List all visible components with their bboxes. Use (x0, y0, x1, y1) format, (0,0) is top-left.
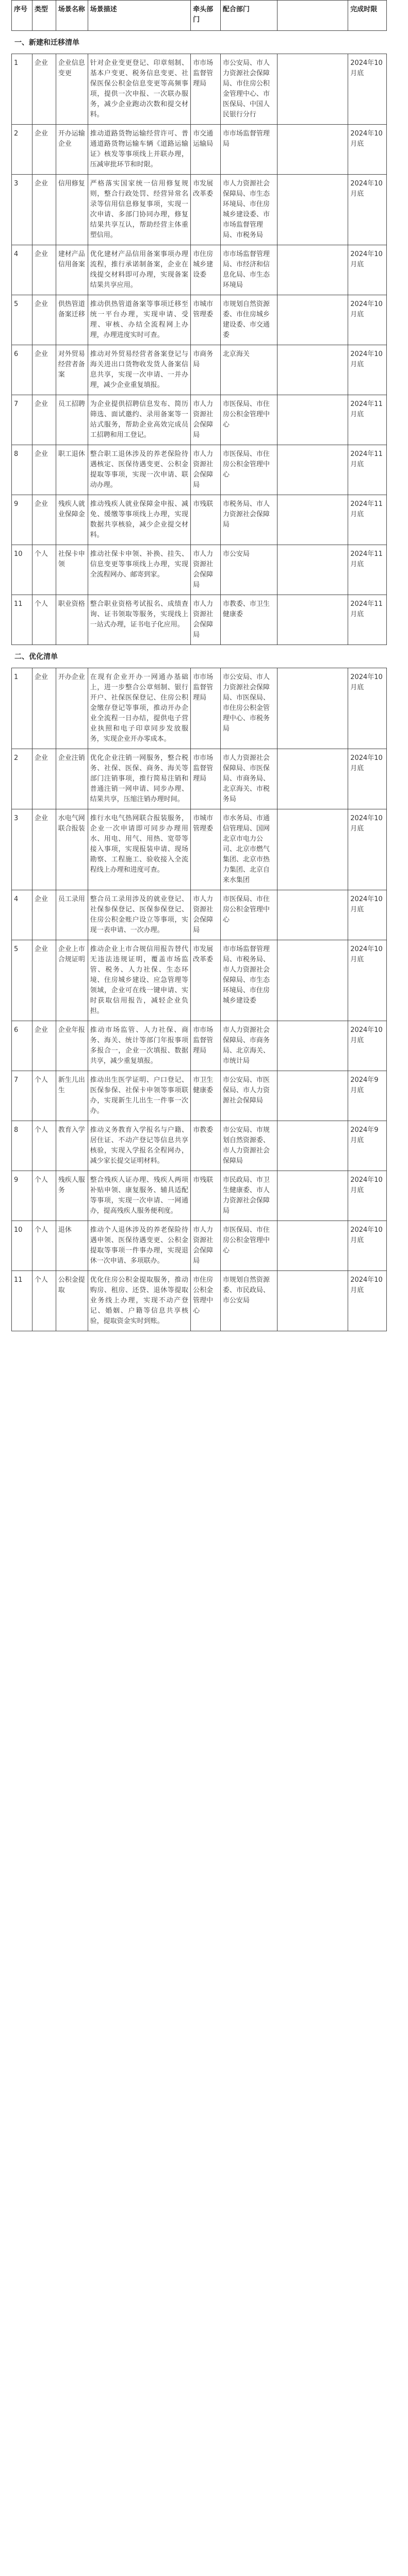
cell-time: 2024年10月底 (350, 250, 383, 268)
col-partner: 配合部门 (221, 1, 278, 30)
cell-partner: 市民政局、市卫生健康委、市人力资源社会保障局 (221, 1171, 278, 1221)
cell-name: 公积金提取 (56, 1271, 88, 1331)
cell-type: 企业 (32, 1021, 56, 1071)
cell-desc: 推动出生医学证明、户口登记、医保参保、社保卡申领等事项联办，实现新生儿出生一件事一次办。 (88, 1071, 191, 1121)
cell-desc: 整合残疾人证办理、残疾人两项补贴申领、康复服务、辅具适配等事项，实现一次申请、一网通办，提高残疾人服务便利度。 (88, 1171, 191, 1221)
cell-desc: 推动供热管道备案等事项迁移至统一平台办理，实现申请、受理、审核、办结全流程网上办理，办理进度实时可查。 (88, 295, 191, 345)
cell-no: 8 (12, 445, 32, 495)
table-row (12, 545, 386, 595)
cell-no: 9 (12, 495, 32, 545)
cell-time: 2024年10月底 (350, 895, 383, 913)
cell-partner: 市公安局、市人力资源社会保障局、市医保局、市住房公积金管理中心、市税务局 (221, 668, 278, 749)
cell-time: 2024年10月底 (350, 754, 383, 772)
cell-partner: 市人力资源社会保障局、市商务局、北京海关、市统计局 (221, 1021, 278, 1071)
cell-lead: 市残联 (191, 495, 221, 545)
cell-spacer (278, 1221, 349, 1270)
cell-name: 供热管道备案迁移 (56, 295, 88, 345)
cell-spacer (278, 295, 349, 345)
table-row (12, 54, 386, 124)
cell-time: 2024年11月底 (350, 400, 383, 418)
table-row (12, 940, 386, 1021)
cell-no: 3 (12, 175, 32, 245)
cell-partner: 市公安局、市人力资源社会保障局、市住房公积金管理中心、市医保局、中国人民银行分行 (221, 54, 278, 124)
cell-name: 信用修复 (56, 175, 88, 245)
cell-desc: 推行水电气热网联合报装服务，企业一次申请即可同步办理用水、用电、用气、用热、宽带等接入事项，实现报装申请、现场勘察、工程施工、验收接入全流程线上办理和进度可查。 (88, 809, 191, 890)
cell-desc: 推动残疾人就业保障金申报、减免、缓缴等事项线上办理，实现数据共享核验，减少企业提交材料。 (88, 495, 191, 545)
cell-type: 个人 (32, 1271, 56, 1331)
cell-type: 企业 (32, 749, 56, 809)
table-new (11, 54, 387, 645)
cell-time: 2024年10月底 (350, 180, 383, 198)
cell-spacer (278, 545, 349, 595)
cell-time: 2024年10月底 (350, 1276, 383, 1294)
cell-desc: 推动道路货物运输经营许可、普通道路货物运输车辆《道路运输证》核发等事项线上并联办理，压减审批环节和时限。 (88, 125, 191, 174)
cell-time: 2024年10月底 (350, 673, 383, 691)
table-row (12, 124, 386, 174)
table-row (12, 749, 386, 809)
cell-spacer (278, 175, 349, 245)
cell-partner: 市规划自然资源委、市住房城乡建设委、市交通委 (221, 295, 278, 345)
cell-type: 企业 (32, 809, 56, 890)
table-row (12, 1270, 386, 1331)
cell-name: 社保卡申领 (56, 545, 88, 595)
cell-no: 6 (12, 1021, 32, 1071)
cell-lead: 市卫生健康委 (191, 1071, 221, 1121)
cell-lead: 市市场监督管理局 (191, 668, 221, 749)
cell-partner: 市人力资源社会保障局、市生态环境局、市住房城乡建设委、市市场监督管理局、市税务局 (221, 175, 278, 245)
cell-lead: 市住房公积金管理中心 (191, 1271, 221, 1331)
cell-time: 2024年10月底 (350, 300, 383, 318)
cell-no: 6 (12, 345, 32, 395)
cell-type: 个人 (32, 1221, 56, 1270)
cell-desc: 整合职工退休涉及的养老保险待遇核定、医保待遇变更、公积金提取等事项，实现一次申请、联动办理。 (88, 445, 191, 495)
cell-name: 企业注销 (56, 749, 88, 809)
cell-spacer (278, 940, 349, 1021)
cell-no: 4 (12, 245, 32, 295)
table-row (12, 890, 386, 940)
cell-no: 9 (12, 1171, 32, 1221)
table-row (12, 1121, 386, 1171)
cell-lead: 市市场监督管理局 (191, 749, 221, 809)
cell-desc: 推动企业上市合规信用报告替代无违法违规证明，覆盖市场监管、税务、人力社保、生态环境、住房城乡建设、应急管理等领域，企业可在线一键申请、实时获取信用报告，减轻企业负担。 (88, 940, 191, 1021)
cell-time: 2024年10月底 (350, 59, 383, 77)
cell-type: 企业 (32, 395, 56, 445)
cell-no: 5 (12, 295, 32, 345)
cell-lead: 市人力资源社会保障局 (191, 395, 221, 445)
cell-desc: 为企业提供招聘信息发布、简历筛选、面试邀约、录用备案等一站式服务，帮助企业高效完成员工招聘和用工登记。 (88, 395, 191, 445)
cell-type: 企业 (32, 445, 56, 495)
cell-lead: 市商务局 (191, 345, 221, 395)
cell-spacer (278, 890, 349, 940)
cell-name: 企业信息变更 (56, 54, 88, 124)
cell-spacer (278, 668, 349, 749)
cell-desc: 严格落实国家统一信用修复规则，整合行政处罚、经营异常名录等信用信息修复事项，实现一次申请、多部门协同办理，修复结果共享互认，帮助经营主体重塑信用。 (88, 175, 191, 245)
cell-name: 新生儿出生 (56, 1071, 88, 1121)
cell-time: 2024年10月底 (350, 1176, 383, 1194)
cell-spacer (278, 345, 349, 395)
cell-desc: 推动个人退休涉及的养老保险待遇申领、医保待遇变更、公积金提取等事项一件事办理，实现退休一次申请、多项联办。 (88, 1221, 191, 1270)
cell-type: 个人 (32, 595, 56, 645)
cell-partner: 市规划自然资源委、市民政局、市公安局 (221, 1271, 278, 1331)
cell-spacer (278, 445, 349, 495)
cell-desc: 整合员工录用涉及的就业登记、社保参保登记、医保参保登记、住房公积金账户设立等事项，实现一表申请、一次办理。 (88, 890, 191, 940)
cell-desc: 优化建材产品信用备案事项办理流程，推行承诺制备案，企业在线提交材料即可办理，实现备案结果共享应用。 (88, 245, 191, 295)
cell-spacer (278, 245, 349, 295)
cell-type: 企业 (32, 125, 56, 174)
cell-lead: 市发展改革委 (191, 175, 221, 245)
cell-partner: 市市场监督管理局、市税务局、市人力资源社会保障局、市生态环境局、市住房城乡建设委 (221, 940, 278, 1021)
col-time-spacer (278, 1, 349, 30)
col-name: 场景名称 (56, 1, 88, 30)
cell-name: 教育入学 (56, 1121, 88, 1171)
cell-desc: 推动市场监管、人力社保、商务、海关、统计等部门年报事项多报合一，企业一次填报、数据共享，减少重复填报。 (88, 1021, 191, 1071)
cell-name: 企业年报 (56, 1021, 88, 1071)
cell-lead: 市人力资源社会保障局 (191, 1221, 221, 1270)
cell-lead: 市发展改革委 (191, 940, 221, 1021)
cell-type: 个人 (32, 545, 56, 595)
cell-partner: 市水务局、市通信管理局、国网北京市电力公司、北京市燃气集团、北京市热力集团、北京自来水集团 (221, 809, 278, 890)
cell-no: 11 (12, 595, 32, 645)
cell-lead: 市人力资源社会保障局 (191, 595, 221, 645)
cell-time: 2024年10月底 (350, 815, 383, 833)
cell-time: 2024年10月底 (350, 1226, 383, 1244)
cell-time: 2024年11月底 (350, 450, 383, 468)
cell-time: 2024年10月底 (350, 350, 383, 368)
cell-name: 职工退休 (56, 445, 88, 495)
cell-type: 个人 (32, 1071, 56, 1121)
cell-no: 1 (12, 668, 32, 749)
cell-name: 对外贸易经营者备案 (56, 345, 88, 395)
table-row (12, 1221, 386, 1270)
table-row (12, 174, 386, 245)
table-row (12, 1021, 386, 1071)
cell-desc: 优化住房公积金提取服务，推动购房、租房、还贷、退休等提取业务线上办理，实现不动产登记、婚姻、户籍等信息共享核验，提取资金实时到账。 (88, 1271, 191, 1331)
cell-name: 建材产品信用备案 (56, 245, 88, 295)
cell-name: 退休 (56, 1221, 88, 1270)
cell-type: 个人 (32, 1171, 56, 1221)
cell-partner: 市税务局、市人力资源社会保障局 (221, 495, 278, 545)
page (11, 0, 387, 1331)
cell-partner: 市医保局、市住房公积金管理中心 (221, 445, 278, 495)
cell-type: 企业 (32, 890, 56, 940)
cell-time: 2024年11月底 (350, 600, 383, 618)
cell-spacer (278, 595, 349, 645)
cell-lead: 市人力资源社会保障局 (191, 545, 221, 595)
cell-partner: 市公安局、市医保局、市人力资源社会保障局 (221, 1071, 278, 1121)
cell-partner: 市医保局、市住房公积金管理中心 (221, 1221, 278, 1270)
cell-no: 2 (12, 125, 32, 174)
cell-no: 10 (12, 545, 32, 595)
cell-spacer (278, 1171, 349, 1221)
col-desc: 场景描述 (88, 1, 191, 30)
cell-partner: 市人力资源社会保障局、市医保局、市商务局、北京海关、市税务局 (221, 749, 278, 809)
cell-partner: 市市场监督管理局、市经济和信息化局、市生态环境局 (221, 245, 278, 295)
cell-type: 企业 (32, 175, 56, 245)
cell-type: 企业 (32, 295, 56, 345)
cell-spacer (278, 125, 349, 174)
cell-desc: 在现有企业开办一网通办基础上，进一步整合公章刻制、银行开户、社保医保登记、住房公积金缴存登记等事项，推动开办企业全流程一日办结，提供电子营业执照和电子印章同步发放服务，实现企业开办零成本。 (88, 668, 191, 749)
cell-no: 7 (12, 395, 32, 445)
section-title-new: 一、新建和迁移清单 (14, 39, 79, 47)
cell-name: 残疾人服务 (56, 1171, 88, 1221)
cell-time: 2024年11月底 (350, 500, 383, 518)
cell-name: 员工招聘 (56, 395, 88, 445)
cell-spacer (278, 1071, 349, 1121)
cell-partner: 市医保局、市住房公积金管理中心 (221, 890, 278, 940)
cell-time: 2024年9月底 (350, 1126, 379, 1144)
table-row (12, 668, 386, 749)
cell-lead: 市人力资源社会保障局 (191, 445, 221, 495)
cell-time: 2024年11月底 (350, 550, 383, 568)
cell-partner: 市公安局、市规划自然资源委、市人力资源社会保障局 (221, 1121, 278, 1171)
cell-name: 水电气网联合报装 (56, 809, 88, 890)
cell-type: 企业 (32, 245, 56, 295)
cell-type: 企业 (32, 495, 56, 545)
cell-lead: 市城市管理委 (191, 809, 221, 890)
cell-lead: 市交通运输局 (191, 125, 221, 174)
col-no: 序号 (12, 1, 32, 30)
cell-no: 3 (12, 809, 32, 890)
cell-desc: 推动社保卡申领、补换、挂失、信息变更等事项线上办理，实现全流程网办、邮寄到家。 (88, 545, 191, 595)
cell-time: 2024年9月底 (350, 1076, 379, 1094)
table-row (12, 445, 386, 495)
cell-time: 2024年10月底 (350, 1026, 383, 1044)
cell-lead: 市住房城乡建设委 (191, 245, 221, 295)
cell-spacer (278, 395, 349, 445)
cell-spacer (278, 1021, 349, 1071)
col-time: 完成时限 (350, 6, 378, 13)
section-title-optimize: 二、优化清单 (14, 653, 58, 661)
cell-name: 开办企业 (56, 668, 88, 749)
cell-partner: 市市场监督管理局 (221, 125, 278, 174)
cell-no: 5 (12, 940, 32, 1021)
table-row (12, 1071, 386, 1121)
cell-desc: 优化企业注销一网服务，整合税务、社保、医保、商务、海关等部门注销事项，推行简易注销和普通注销一网申请、同步办理、结果共享，压缩注销办理时间。 (88, 749, 191, 809)
table-row (12, 809, 386, 890)
cell-name: 开办运输企业 (56, 125, 88, 174)
cell-time: 2024年10月底 (350, 945, 383, 963)
cell-name: 员工录用 (56, 890, 88, 940)
cell-no: 10 (12, 1221, 32, 1270)
cell-spacer (278, 495, 349, 545)
cell-no: 2 (12, 749, 32, 809)
cell-no: 11 (12, 1271, 32, 1331)
cell-desc: 整合职业资格考试报名、成绩查询、证书领取等服务，实现线上一站式办理，证书电子化应用。 (88, 595, 191, 645)
table-row (12, 245, 386, 295)
cell-spacer (278, 749, 349, 809)
cell-type: 个人 (32, 1121, 56, 1171)
table-header (11, 0, 387, 31)
col-lead: 牵头部门 (191, 1, 221, 30)
cell-lead: 市市场监督管理局 (191, 54, 221, 124)
cell-lead: 市城市管理委 (191, 295, 221, 345)
cell-no: 8 (12, 1121, 32, 1171)
cell-name: 残疾人就业保障金 (56, 495, 88, 545)
cell-type: 企业 (32, 668, 56, 749)
cell-spacer (278, 54, 349, 124)
cell-lead: 市残联 (191, 1171, 221, 1221)
cell-no: 1 (12, 54, 32, 124)
cell-partner: 市医保局、市住房公积金管理中心 (221, 395, 278, 445)
cell-lead: 市市场监督管理局 (191, 1021, 221, 1071)
table-row (12, 345, 386, 395)
cell-partner: 市公安局 (221, 545, 278, 595)
cell-partner: 市教委、市卫生健康委 (221, 595, 278, 645)
cell-lead: 市教委 (191, 1121, 221, 1171)
cell-desc: 推动对外贸易经营者备案登记与海关进出口货物收发货人备案信息共享，实现一次申请、一并办理，减少企业重复填报。 (88, 345, 191, 395)
cell-time: 2024年10月底 (350, 130, 383, 148)
cell-desc: 推动义务教育入学报名与户籍、居住证、不动产登记等信息共享核验，实现入学报名全程网办，减少家长提交证明材料。 (88, 1121, 191, 1171)
table-row (12, 595, 386, 645)
cell-spacer (278, 1271, 349, 1331)
table-row (12, 395, 386, 445)
cell-no: 7 (12, 1071, 32, 1121)
table-row (12, 295, 386, 345)
cell-no: 4 (12, 890, 32, 940)
cell-name: 职业资格 (56, 595, 88, 645)
cell-desc: 针对企业变更登记、印章刻制、基本户变更、税务信息变更、社保医保公积金信息变更等高频事项，提供一次申报、一次联办服务，减少企业跑动次数和提交材料。 (88, 54, 191, 124)
cell-partner: 北京海关 (221, 345, 278, 395)
cell-lead: 市人力资源社会保障局 (191, 890, 221, 940)
table-optimize (11, 668, 387, 1331)
cell-type: 企业 (32, 940, 56, 1021)
table-row (12, 495, 386, 545)
cell-spacer (278, 1121, 349, 1171)
table-row (12, 1171, 386, 1221)
col-type: 类型 (32, 1, 56, 30)
cell-type: 企业 (32, 54, 56, 124)
cell-type: 企业 (32, 345, 56, 395)
cell-spacer (278, 809, 349, 890)
cell-name: 企业上市合规证明 (56, 940, 88, 1021)
